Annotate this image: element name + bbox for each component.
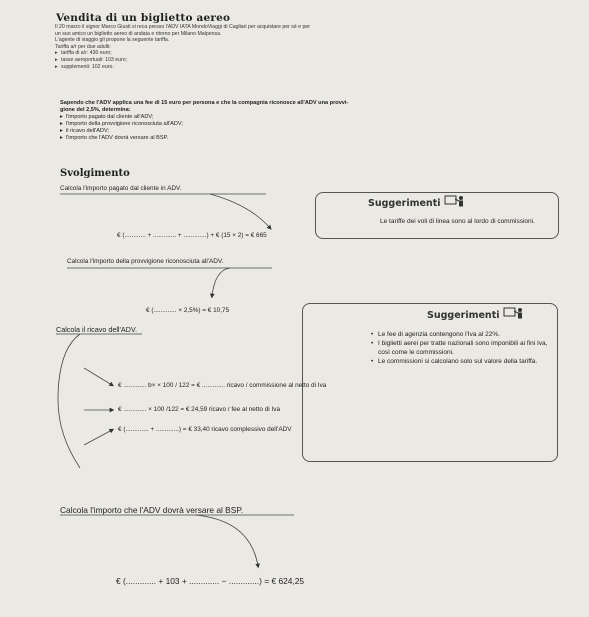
- step3-line3: € (............. + .............) = € 33,40 ricavo complessivo dell'ADV: [118, 426, 292, 433]
- teacher-at-board-icon: [444, 195, 466, 207]
- suggestion-item: • Le fee di agenzia contengono l'Iva al 22%.: [378, 330, 549, 339]
- task-item: ▸ il ricavo dell'ADV;: [66, 128, 360, 135]
- step3-label: Calcola il ricavo dell'ADV.: [56, 325, 138, 334]
- section-heading: Svolgimento: [60, 168, 130, 179]
- task-item: ▸ l'importo della provvigione riconosciuta all'ADV;: [66, 121, 360, 128]
- intro-line: L'agente di viaggio gli propone la seguente tariffa.: [55, 37, 170, 44]
- fare-item: ▸ tariffa di a/r: 430 euro;: [61, 50, 575, 57]
- suggestion-list: [371, 330, 549, 366]
- suggestion-title: [427, 307, 525, 321]
- suggestion-title: [368, 195, 466, 209]
- step4-formula: € (............. + 103 + ............. − .............) = € 624,25: [116, 576, 305, 586]
- step4-label: Calcola l'importo che l'ADV dovrà versare al BSP.: [60, 505, 244, 515]
- step1-formula: € (............ + ............. + .............) + € (15 × 2) = € 665: [117, 232, 267, 239]
- step2-formula: € (............. × 2,5%) = € 10,75: [146, 307, 230, 314]
- intro-line: Il 20 marzo il signor Marco Giusti si reca presso l'ADV IATA MondoViaggi di Cagliari per acquistare per sé e per: [55, 24, 310, 30]
- suggestion-box-2: [302, 303, 558, 462]
- page-title: Vendita di un biglietto aereo: [56, 12, 231, 24]
- step3-line2: € ............. × 100 /122 = € 24,59 ricavo / fee al netto di Iva: [118, 406, 280, 413]
- suggestion-item: • I biglietti aerei per tratte nazionali sono imponibili ai fini Iva, così come le commissioni.: [378, 339, 549, 357]
- intro-line: un suo amico un biglietto aereo di andata e ritorno per Milano Malpensa.: [55, 30, 222, 37]
- step1-label: Calcola l'importo pagato dal cliente in ADV.: [60, 185, 182, 192]
- task-item: ▸ l'importo che l'ADV dovrà versare al BSP.: [66, 135, 360, 142]
- fare-item: ▸ tasse aeroportuali: 103 euro;: [61, 57, 575, 64]
- arrow-step3c: [84, 430, 112, 445]
- task-line: Sapendo che l'ADV applica una fee di 15 euro per persona e che la compagnia riconosce all'ADV una provvi-: [60, 100, 349, 106]
- arrow-step4: [195, 515, 258, 566]
- task-line: gione del 2,5%, determina:: [60, 107, 131, 113]
- arrow-step3a: [84, 368, 112, 385]
- suggestion-item: • Le commissioni si calcolano solo sul valore della tariffa.: [378, 357, 549, 366]
- arrow-step1: [210, 194, 270, 228]
- step3-line1: € ............. b× × 100 / 122 = € ............. ricavo / commissione al netto di Iva: [118, 382, 327, 389]
- intro-line: Tariffa a/r per due adulti:: [55, 43, 111, 50]
- arrow-step2: [212, 268, 230, 296]
- step2-label: Calcola l'importo della provvigione riconosciuta all'ADV.: [67, 258, 224, 265]
- fare-item: ▸ supplementi: 102 euro.: [61, 64, 575, 71]
- suggestion-title-text: Suggerimenti: [427, 310, 500, 321]
- suggestion-text: Le tariffe dei voli di linea sono al lordo di commissioni.: [380, 218, 535, 225]
- suggestion-title-text: Suggerimenti: [368, 198, 441, 209]
- task-item: ▸ l'importo pagato dal cliente all'ADV;: [66, 114, 360, 121]
- bracket-step3: [58, 334, 80, 468]
- teacher-at-board-icon: [503, 307, 525, 319]
- suggestion-box-1: [315, 192, 559, 239]
